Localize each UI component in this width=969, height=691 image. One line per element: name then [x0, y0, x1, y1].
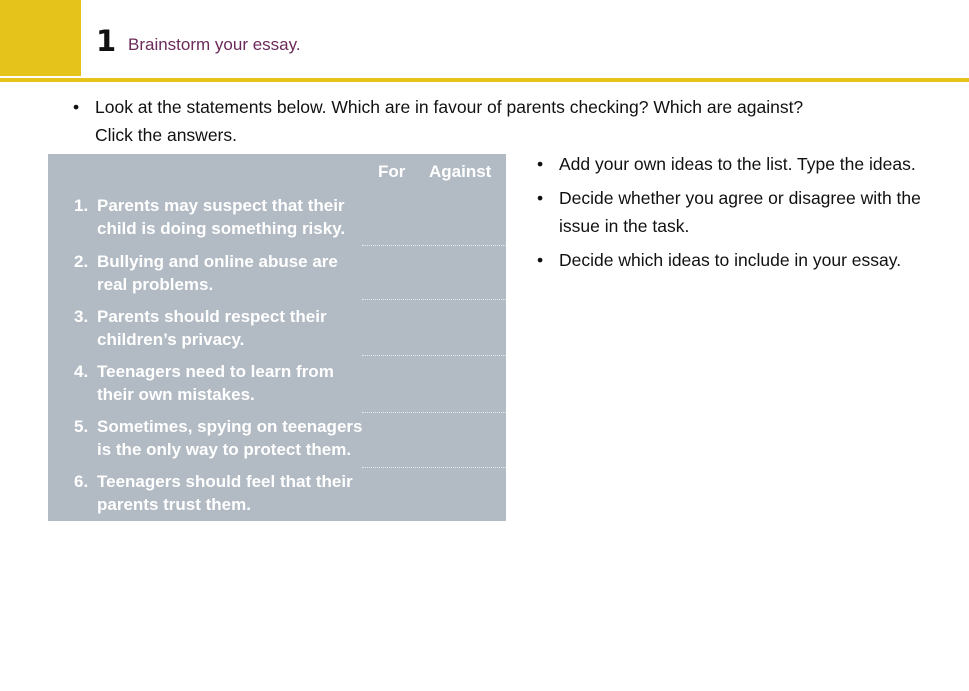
answer-for-cell[interactable] [362, 194, 424, 245]
table-row [48, 305, 506, 355]
list-item-text: Add your own ideas to the list. Type the ideas. [559, 154, 916, 174]
list-item [537, 150, 949, 178]
row-divider [362, 467, 506, 468]
step-number: 1 [96, 24, 117, 58]
list-item [537, 184, 949, 240]
statement-text: Parents may suspect that their child is doing something risky. [97, 196, 346, 238]
row-number: 5. [74, 417, 89, 436]
list-item-text: Decide which ideas to include in your essay. [559, 250, 902, 270]
row-number: 6. [74, 472, 89, 491]
answer-against-cell[interactable] [424, 360, 506, 412]
list-item [537, 246, 949, 274]
answer-for-cell[interactable] [362, 360, 424, 412]
list-item-text: Decide whether you agree or disagree with the issue in the task. [559, 188, 921, 236]
page-title: Brainstorm your essay. [128, 35, 301, 54]
statement-text: Bullying and online abuse are real problems. [97, 252, 338, 294]
answer-against-cell[interactable] [424, 305, 506, 355]
answer-for-cell[interactable] [362, 415, 424, 467]
header-rule [0, 78, 969, 82]
row-number: 1. [74, 196, 89, 215]
statement-text: Sometimes, spying on teenagers is the only way to protect them. [97, 417, 363, 459]
row-number: 2. [74, 252, 89, 271]
bullet-icon: • [73, 97, 80, 117]
row-divider [362, 355, 506, 356]
answer-for-cell[interactable] [362, 305, 424, 355]
answer-against-cell[interactable] [424, 250, 506, 299]
row-divider [362, 245, 506, 246]
table-row [48, 250, 506, 299]
statement-text: Teenagers should feel that their parents trust them. [97, 472, 353, 514]
instruction-text [73, 93, 955, 149]
answer-for-cell[interactable] [362, 470, 424, 521]
row-number: 3. [74, 307, 89, 326]
statement-text: Teenagers need to learn from their own mistakes. [97, 362, 334, 404]
row-number: 4. [74, 362, 89, 381]
bullet-icon: • [537, 188, 544, 208]
row-divider [362, 412, 506, 413]
statement-text: Parents should respect their children’s privacy. [97, 307, 327, 349]
bullet-icon: • [537, 250, 544, 270]
table-row [48, 415, 506, 467]
statements-table [48, 154, 506, 521]
column-header-for: For [378, 162, 406, 181]
instruction-line-2: Click the answers. [95, 125, 237, 145]
table-row [48, 470, 506, 521]
instruction-line-1: Look at the statements below. Which are in favour of parents checking? Which are against? [95, 97, 804, 117]
table-row [48, 360, 506, 412]
header-accent-block [0, 0, 81, 76]
answer-against-cell[interactable] [424, 415, 506, 467]
row-divider [362, 299, 506, 300]
bullet-icon: • [537, 154, 544, 174]
answer-against-cell[interactable] [424, 194, 506, 245]
column-header-against: Against [429, 162, 492, 181]
answer-against-cell[interactable] [424, 470, 506, 521]
table-row [48, 194, 506, 245]
answer-for-cell[interactable] [362, 250, 424, 299]
